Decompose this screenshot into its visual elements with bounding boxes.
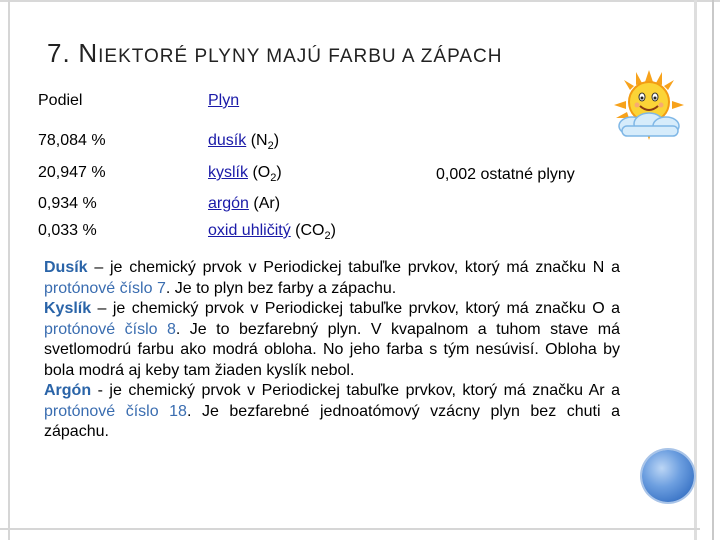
formula-pre: (CO [295,222,325,239]
nitrogen-paragraph [44,258,620,299]
oxygen-paragraph [44,299,620,381]
formula-pre: (Ar) [253,195,281,212]
row-gas [208,222,336,242]
argon-text-1: - je chemický prvok v Periodickej tabuľke prvkov, ktorý má značku Ar a [91,382,620,399]
term-nitrogen: Dusík [44,259,88,276]
oxygen-text-1: – je chemický prvok v Periodickej tabuľke prvkov, ktorý má značku O a [91,300,620,317]
formula-post: ) [276,164,282,181]
term-oxygen: Kyslík [44,300,92,317]
title-number: 7. [47,38,71,68]
frame-right-outer-line [712,0,714,540]
row-gas [208,132,279,152]
formula-sub: 2 [324,230,331,243]
formula-pre: (O [252,164,271,181]
description-text [44,258,620,443]
formula-sub: 2 [267,140,274,153]
blue-ball-icon [642,450,694,502]
argon-paragraph [44,381,620,443]
gas-link-co2[interactable]: oxid uhličitý [208,222,291,239]
row-gas [208,195,280,213]
title-initial: N [78,38,99,68]
argon-text-2: . Je bezfarebné jednoatómový vzácny plyn bez chuti a zápachu. [44,402,620,440]
formula-post: ) [273,132,280,149]
slide-title [47,38,502,69]
row-share: 78,084 % [38,132,106,149]
gas-link-oxygen[interactable]: kyslík [208,164,248,181]
nitrogen-text-2: . Je to plyn bez farby a zápachu. [165,279,397,297]
row-share: 20,947 % [38,164,106,181]
nitrogen-text-1: – je chemický prvok v Periodickej tabuľke prvkov, ktorý má značku N a [87,259,620,276]
frame-top-line [0,0,720,2]
sun-cloud-icon [612,68,686,142]
other-gases-label: 0,002 ostatné plyny [436,166,575,183]
formula-post: ) [330,222,336,239]
term-argon: Argón [44,382,92,399]
title-rest: IEKTORÉ PLYNY MAJÚ FARBU A ZÁPACH [98,46,503,67]
proton-number-oxygen: protónové číslo 8 [44,320,176,338]
row-share: 0,934 % [38,195,97,212]
row-gas [208,164,282,184]
gas-link-nitrogen[interactable]: dusík [208,132,247,149]
header-gas-link[interactable]: Plyn [208,92,240,109]
frame-bottom-line [0,528,700,530]
proton-number-nitrogen: protónové číslo 7 [44,279,166,297]
formula-pre: (N [250,132,268,149]
gas-link-argon[interactable]: argón [208,195,249,212]
proton-number-argon: protónové číslo 18 [44,402,187,420]
frame-left-line [8,0,10,540]
formula-sub: 2 [270,172,277,185]
header-share: Podiel [38,92,83,109]
oxygen-text-2: . Je to bezfarebný plyn. V kvapalnom a tuhom stave má svetlomodrú farbu ako modrá obloha. No jeho farba s tým nesúvisí. Obloha by bola modrá aj keby tam žiaden kyslík nebol. [44,320,621,379]
frame-right-inner-line [694,0,697,540]
row-share: 0,033 % [38,222,97,239]
